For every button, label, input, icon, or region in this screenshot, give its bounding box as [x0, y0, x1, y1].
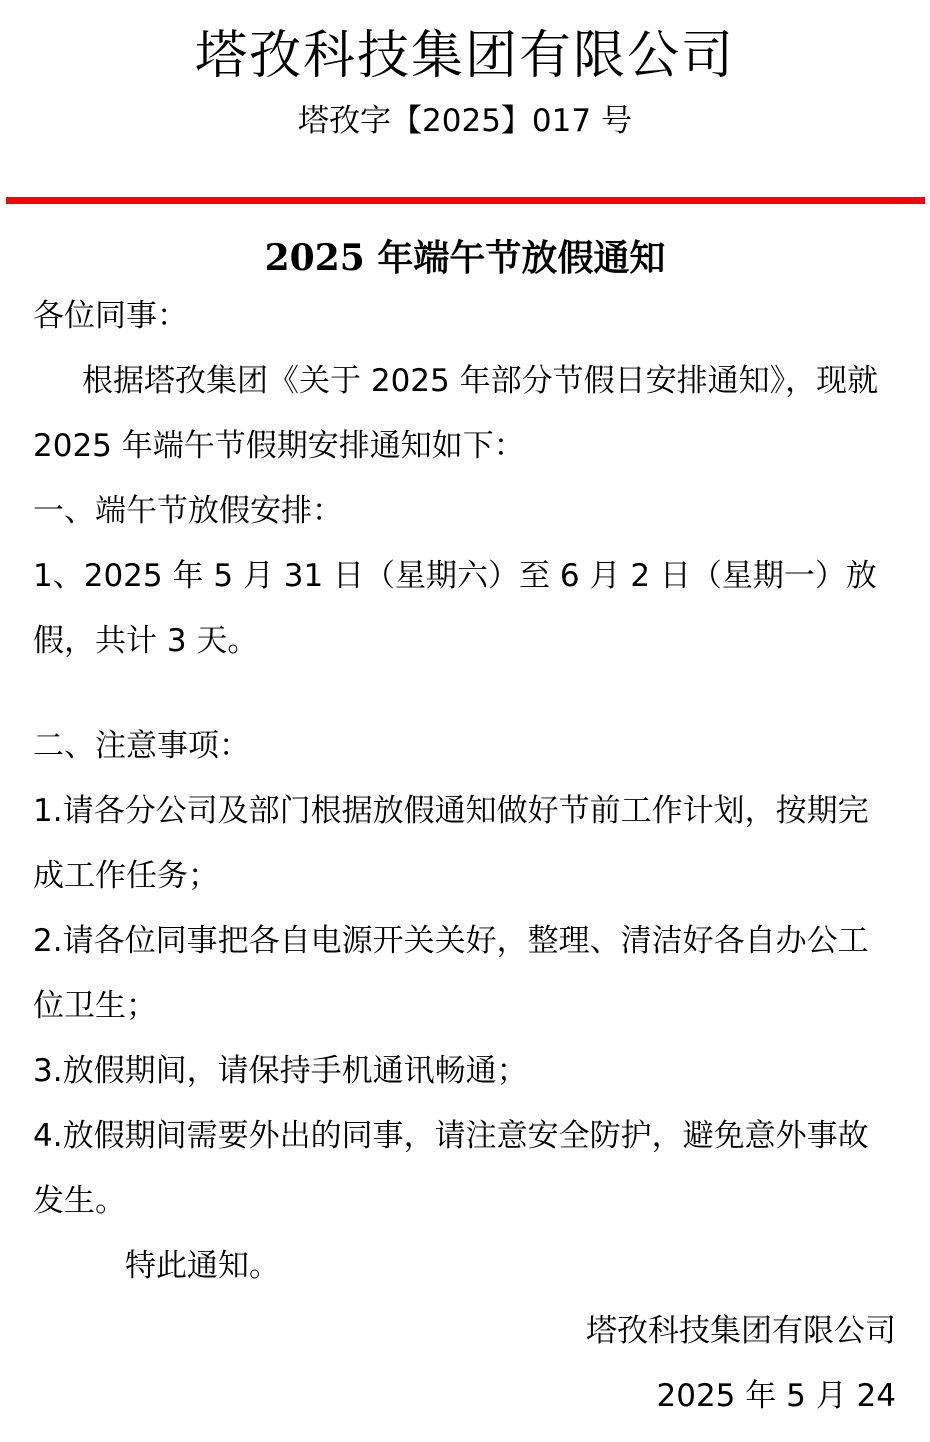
- body-line: 成工作任务；: [33, 858, 219, 894]
- signature-date: 2025 年 5 月 24: [656, 1378, 896, 1414]
- section-2-heading: 二、注意事项：: [33, 728, 250, 764]
- body-line: 发生。: [33, 1183, 126, 1219]
- red-divider: [6, 197, 925, 204]
- body-line: 2025 年端午节假期安排通知如下：: [33, 428, 525, 464]
- salutation-line: 各位同事：: [33, 298, 188, 334]
- body-line: 4.放假期间需要外出的同事，请注意安全防护，避免意外事故: [33, 1118, 869, 1154]
- body-line: 2.请各位同事把各自电源开关关好，整理、清洁好各自办公工: [33, 923, 869, 959]
- body-line: 1.请各分公司及部门根据放假通知做好节前工作计划，按期完: [33, 793, 869, 829]
- body-line: 假，共计 3 天。: [33, 623, 259, 659]
- body-line: 根据塔孜集团《关于 2025 年部分节假日安排通知》，现就: [82, 363, 879, 399]
- body-line: 1、2025 年 5 月 31 日（星期六）至 6 月 2 日（星期一）放: [33, 558, 877, 594]
- notice-body: [33, 284, 900, 1429]
- body-line: 3.放假期间，请保持手机通讯畅通；: [33, 1053, 528, 1089]
- notice-title: 2025 年端午节放假通知: [264, 237, 666, 279]
- signature-company: 塔孜科技集团有限公司: [586, 1313, 896, 1349]
- closing-line: 特此通知。: [125, 1248, 280, 1284]
- section-1-heading: 一、端午节放假安排：: [33, 493, 343, 529]
- doc-number: 塔孜字【2025】017 号: [298, 103, 632, 139]
- body-line: 位卫生；: [33, 988, 157, 1024]
- company-title: 塔孜科技集团有限公司: [194, 26, 735, 86]
